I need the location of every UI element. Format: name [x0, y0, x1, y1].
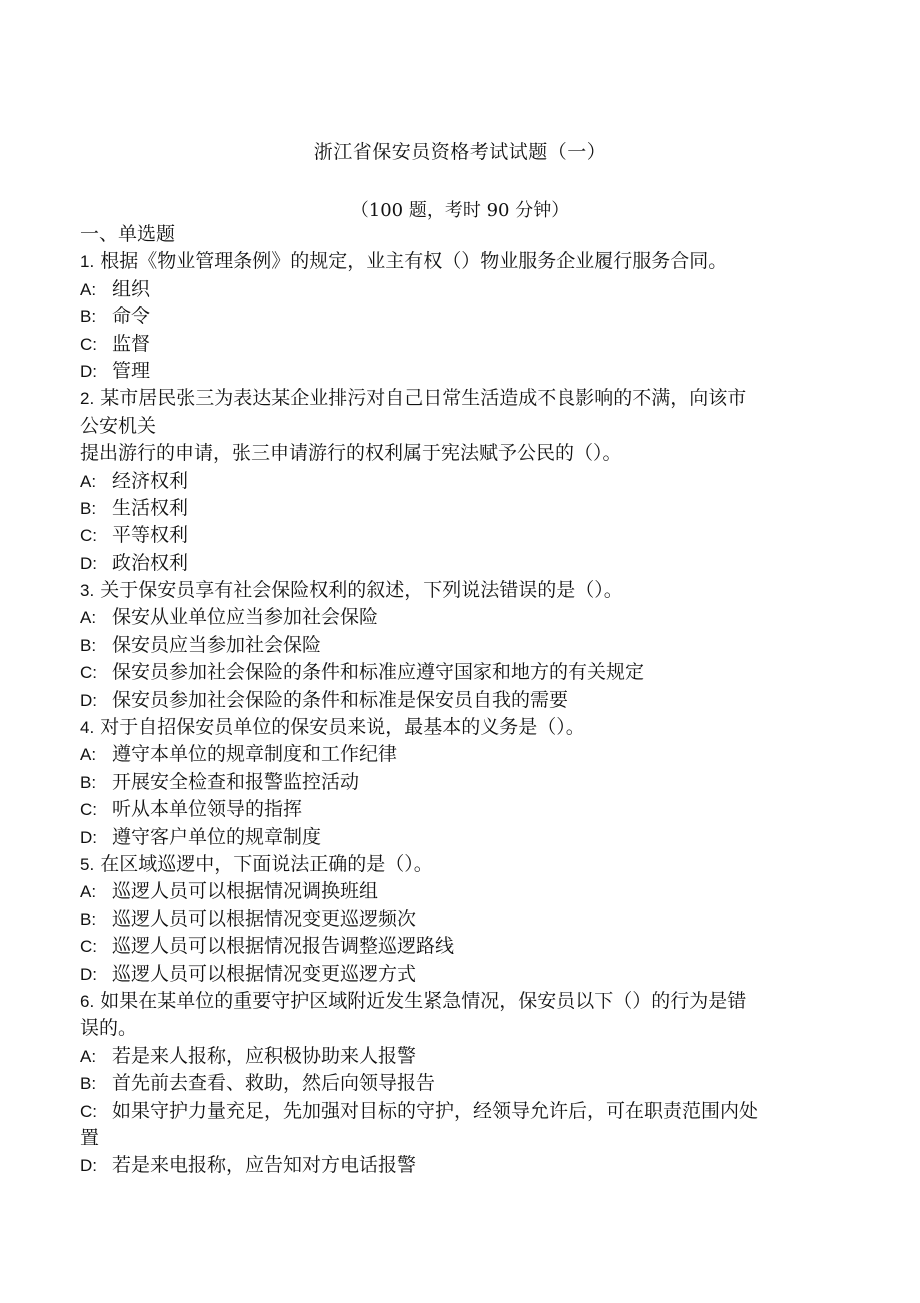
- answer-option: [80, 906, 840, 933]
- answer-option: [80, 495, 840, 522]
- question-text: 如果在某单位的重要守护区域附近发生紧急情况，保安员以下（）的行为是错: [100, 989, 747, 1012]
- option-text: 生活权利: [112, 496, 189, 519]
- option-text: 听从本单位领导的指挥: [112, 798, 303, 821]
- answer-option: [80, 796, 840, 823]
- option-letter: B:: [80, 1074, 97, 1094]
- option-letter: A:: [80, 1046, 97, 1066]
- answer-option: [80, 468, 840, 495]
- option-text: 监督: [112, 332, 151, 355]
- answer-option: [80, 659, 840, 686]
- answer-option: [80, 550, 840, 577]
- question-text: 根据《物业管理条例》的规定，业主有权（）物业服务企业履行服务合同。: [100, 250, 728, 273]
- question-stem: [80, 988, 840, 1015]
- option-letter: D:: [80, 361, 97, 381]
- option-letter: C:: [80, 937, 97, 957]
- option-letter: C:: [80, 800, 97, 820]
- answer-option: [80, 878, 840, 905]
- option-letter: A:: [80, 279, 97, 299]
- option-letter: D:: [80, 690, 97, 710]
- document-title: 浙江省保安员资格考试试题（一）: [313, 141, 607, 163]
- answer-option: [80, 1043, 840, 1070]
- option-letter: B:: [80, 635, 97, 655]
- question-text: 公安机关: [80, 414, 157, 437]
- option-text: 遵守本单位的规章制度和工作纪律: [112, 743, 398, 766]
- document-body: [80, 221, 840, 1180]
- question-stem-continuation: [80, 1015, 840, 1042]
- option-text: 管理: [112, 359, 151, 382]
- option-letter: A:: [80, 745, 97, 765]
- answer-option: [80, 824, 840, 851]
- question-stem-continuation: [80, 413, 840, 440]
- question-number: 1.: [80, 252, 95, 272]
- option-letter: B:: [80, 498, 97, 518]
- question-number: 3.: [80, 581, 95, 601]
- question-text: 某市居民张三为表达某企业排污对自己日常生活造成不良影响的不满，向该市: [100, 387, 747, 410]
- question-stem: [80, 385, 840, 412]
- question-text: 误的。: [80, 1017, 138, 1040]
- answer-option: [80, 1070, 840, 1097]
- option-text: 巡逻人员可以根据情况调换班组: [112, 880, 379, 903]
- document-subtitle: （100 题，考时 90 分钟）: [350, 200, 570, 221]
- option-text: 政治权利: [112, 551, 189, 574]
- question-text: 在区域巡逻中，下面说法正确的是（）。: [100, 852, 433, 875]
- option-letter: B:: [80, 772, 97, 792]
- question-number: 5.: [80, 854, 95, 874]
- answer-option: [80, 961, 840, 988]
- question-stem: [80, 851, 840, 878]
- option-letter: A:: [80, 608, 97, 628]
- option-text: 巡逻人员可以根据情况变更巡逻频次: [112, 907, 417, 930]
- question-text: 关于保安员享有社会保险权利的叙述，下列说法错误的是（）。: [100, 579, 623, 602]
- option-letter: B:: [80, 909, 97, 929]
- question-number: 2.: [80, 389, 95, 409]
- option-text: 遵守客户单位的规章制度: [112, 825, 322, 848]
- option-text: 巡逻人员可以根据情况报告调整巡逻路线: [112, 935, 455, 958]
- answer-option: [80, 769, 840, 796]
- option-text: 保安员参加社会保险的条件和标准应遵守国家和地方的有关规定: [112, 661, 645, 684]
- option-letter: A:: [80, 471, 97, 491]
- option-text: 首先前去查看、救助，然后向领导报告: [112, 1072, 436, 1095]
- option-letter: D:: [80, 827, 97, 847]
- question-number: 4.: [80, 718, 95, 738]
- option-text: 如果守护力量充足，先加强对目标的守护，经领导允许后，可在职责范围内处: [112, 1099, 759, 1122]
- question-stem-continuation: [80, 440, 840, 467]
- option-text: 开展安全检查和报警监控活动: [112, 770, 360, 793]
- option-letter: C:: [80, 334, 97, 354]
- answer-option: [80, 687, 840, 714]
- answer-option: [80, 741, 840, 768]
- option-text: 命令: [112, 305, 151, 328]
- question-stem: [80, 714, 840, 741]
- option-text: 巡逻人员可以根据情况变更巡逻方式: [112, 962, 417, 985]
- option-letter: D:: [80, 1156, 97, 1176]
- answer-option: [80, 1098, 840, 1125]
- answer-option: [80, 1152, 840, 1179]
- option-text: 平等权利: [112, 524, 189, 547]
- question-number: 6.: [80, 991, 95, 1011]
- answer-option: [80, 331, 840, 358]
- question-text: 对于自招保安员单位的保安员来说，最基本的义务是（）。: [100, 716, 585, 739]
- option-text-continuation: 置: [80, 1126, 100, 1149]
- question-text: 提出游行的申请，张三申请游行的权利属于宪法赋予公民的（）。: [80, 442, 622, 465]
- option-letter: D:: [80, 553, 97, 573]
- answer-option: [80, 522, 840, 549]
- option-text: 若是来人报称，应积极协助来人报警: [112, 1044, 417, 1067]
- option-text: 经济权利: [112, 469, 189, 492]
- option-letter: C:: [80, 1101, 97, 1121]
- option-letter: C:: [80, 663, 97, 683]
- option-text: 若是来电报称，应告知对方电话报警: [112, 1154, 417, 1177]
- question-stem: [80, 248, 840, 275]
- option-letter: D:: [80, 964, 97, 984]
- answer-option: [80, 276, 840, 303]
- answer-option: [80, 632, 840, 659]
- option-text: 保安从业单位应当参加社会保险: [112, 606, 379, 629]
- answer-option: [80, 358, 840, 385]
- option-letter: C:: [80, 526, 97, 546]
- answer-option: [80, 303, 840, 330]
- question-stem: [80, 577, 840, 604]
- option-text: 保安员参加社会保险的条件和标准是保安员自我的需要: [112, 688, 569, 711]
- answer-option: [80, 933, 840, 960]
- option-letter: A:: [80, 882, 97, 902]
- option-text: 保安员应当参加社会保险: [112, 633, 322, 656]
- section-heading: 一、单选题: [80, 223, 176, 245]
- option-letter: B:: [80, 307, 97, 327]
- option-text: 组织: [112, 277, 151, 300]
- answer-option: [80, 604, 840, 631]
